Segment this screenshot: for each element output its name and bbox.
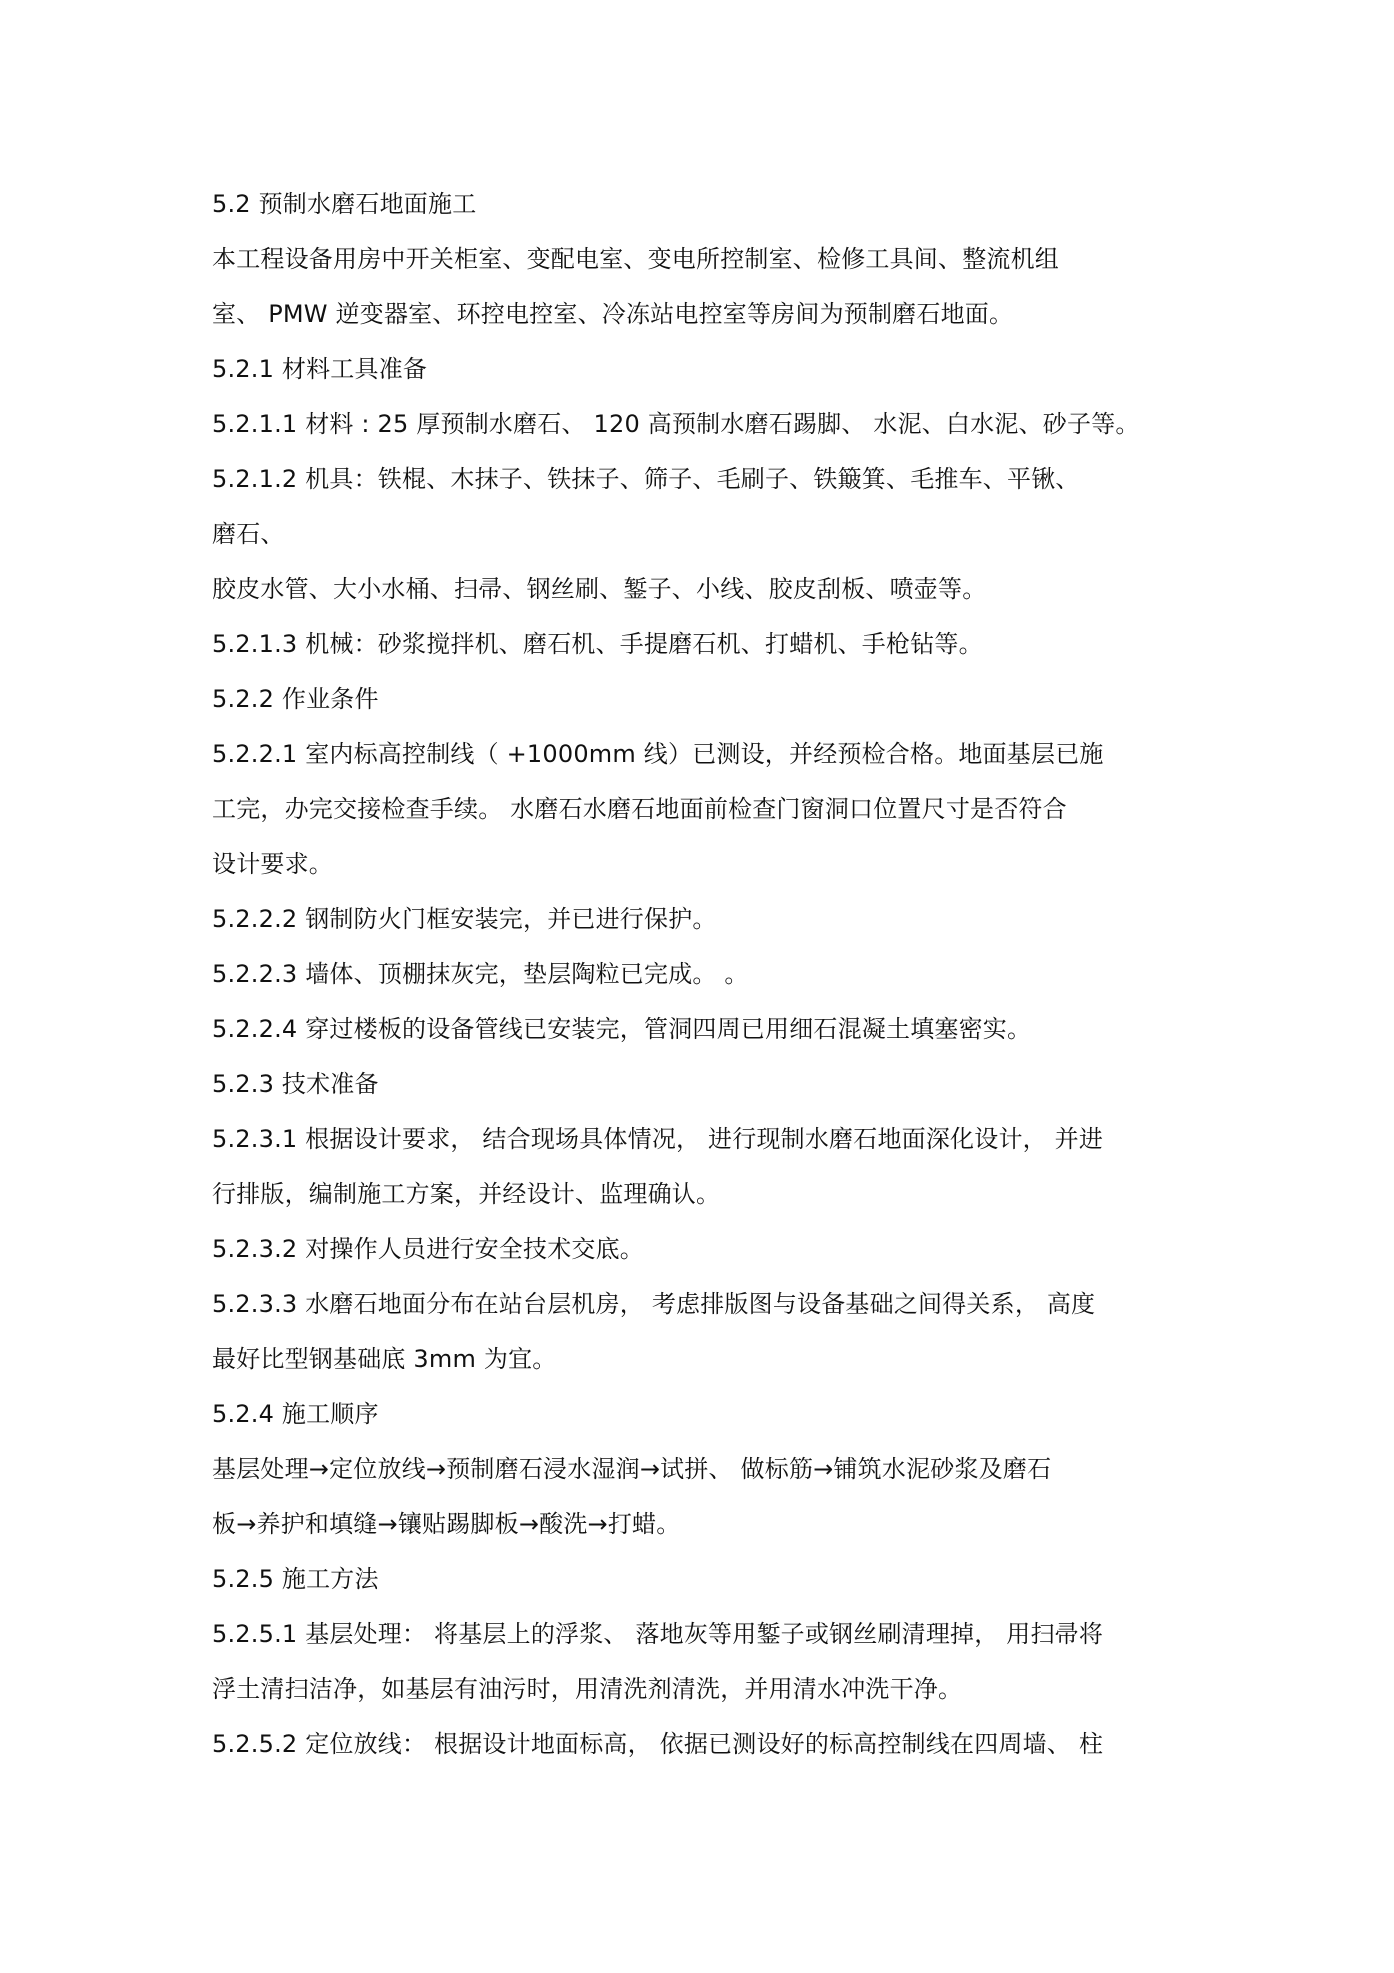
paragraph-line: 基层处理→定位放线→预制磨石浸水湿润→试拼、 做标筋→铺筑水泥砂浆及磨石 xyxy=(212,1455,1052,1483)
paragraph-line: 胶皮水管、大小水桶、扫帚、钢丝刷、錾子、小线、胶皮刮板、喷壶等。 xyxy=(212,575,987,603)
paragraph-line: 5.2.1.1 材料 : 25 厚预制水磨石、 120 高预制水磨石踢脚、 水泥、白水泥、砂子等。 xyxy=(212,410,1140,438)
paragraph-line: 磨石、 xyxy=(212,520,285,548)
paragraph-line: 5.2.2.1 室内标高控制线（ +1000mm 线）已测设，并经预检合格。地面基层已施 xyxy=(212,740,1104,768)
paragraph-line: 5.2.5.1 基层处理： 将基层上的浮浆、 落地灰等用錾子或钢丝刷清理掉， 用扫帚将 xyxy=(212,1620,1104,1648)
subsection-heading: 5.2.3 技术准备 xyxy=(212,1070,379,1098)
paragraph-line: 5.2.5.2 定位放线： 根据设计地面标高， 依据已测设好的标高控制线在四周墙、 柱 xyxy=(212,1730,1104,1758)
paragraph-line: 5.2.3.2 对操作人员进行安全技术交底。 xyxy=(212,1235,644,1263)
paragraph-line: 设计要求。 xyxy=(212,850,333,878)
paragraph-line: 室、 PMW 逆变器室、环控电控室、冷冻站电控室等房间为预制磨石地面。 xyxy=(212,300,1014,328)
paragraph-line: 工完，办完交接检查手续。 水磨石水磨石地面前检查门窗洞口位置尺寸是否符合 xyxy=(212,795,1067,823)
section-heading: 5.2 预制水磨石地面施工 xyxy=(212,190,477,218)
paragraph-line: 本工程设备用房中开关柜室、变配电室、变电所控制室、检修工具间、整流机组 xyxy=(212,245,1059,273)
paragraph-line: 5.2.1.2 机具：铁棍、木抹子、铁抹子、筛子、毛刷子、铁簸箕、毛推车、平锹、 xyxy=(212,465,1080,493)
paragraph-line: 行排版，编制施工方案，并经设计、监理确认。 xyxy=(212,1180,721,1208)
document-body xyxy=(212,177,1202,1772)
paragraph-line: 5.2.3.3 水磨石地面分布在站台层机房， 考虑排版图与设备基础之间得关系， 高度 xyxy=(212,1290,1096,1318)
subsection-heading: 5.2.4 施工顺序 xyxy=(212,1400,379,1428)
paragraph-line: 5.2.1.3 机械：砂浆搅拌机、磨石机、手提磨石机、打蜡机、手枪钻等。 xyxy=(212,630,983,658)
paragraph-line: 5.2.3.1 根据设计要求， 结合现场具体情况， 进行现制水磨石地面深化设计， 并进 xyxy=(212,1125,1104,1153)
paragraph-line: 板→养护和填缝→镶贴踢脚板→酸洗→打蜡。 xyxy=(212,1510,681,1538)
subsection-heading: 5.2.1 材料工具准备 xyxy=(212,355,428,383)
paragraph-line: 最好比型钢基础底 3mm 为宜。 xyxy=(212,1345,557,1373)
paragraph-line: 5.2.2.3 墙体、顶棚抹灰完，垫层陶粒已完成。 。 xyxy=(212,960,749,988)
subsection-heading: 5.2.5 施工方法 xyxy=(212,1565,379,1593)
paragraph-line: 5.2.2.2 钢制防火门框安装完，并已进行保护。 xyxy=(212,905,717,933)
subsection-heading: 5.2.2 作业条件 xyxy=(212,685,379,713)
paragraph-line: 浮土清扫洁净，如基层有油污时，用清洗剂清洗，并用清水冲洗干净。 xyxy=(212,1675,963,1703)
paragraph-line: 5.2.2.4 穿过楼板的设备管线已安装完，管洞四周已用细石混凝土填塞密实。 xyxy=(212,1015,1032,1043)
